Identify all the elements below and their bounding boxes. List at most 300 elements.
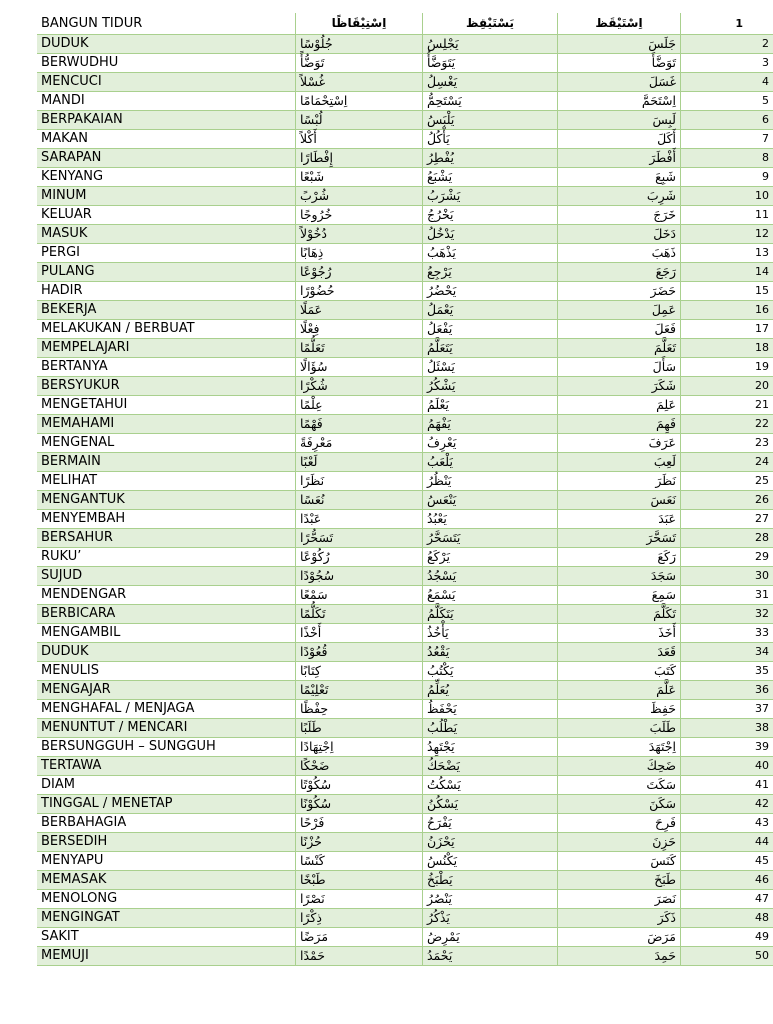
header-row	[37, 13, 773, 35]
cell-number: 27	[681, 510, 773, 529]
cell-mudhari: يَدْخُلُ	[423, 225, 558, 244]
cell-number: 5	[681, 92, 773, 111]
cell-indonesian: MELAKUKAN / BERBUAT	[37, 320, 296, 339]
cell-indonesian: KENYANG	[37, 168, 296, 187]
cell-indonesian: BERSEDIH	[37, 833, 296, 852]
cell-masdar: خُرُوجًا	[296, 206, 423, 225]
cell-masdar: جُلُوْسًا	[296, 35, 423, 54]
cell-indonesian: MENGINGAT	[37, 909, 296, 928]
cell-madhi: عَلَّمَ	[558, 681, 681, 700]
header-number: 1	[681, 13, 773, 35]
cell-masdar: اِجْتِهَادًا	[296, 738, 423, 757]
cell-number: 4	[681, 73, 773, 92]
cell-mudhari: يَذْكُرُ	[423, 909, 558, 928]
table-row	[37, 35, 773, 54]
cell-number: 2	[681, 35, 773, 54]
cell-indonesian: MENULIS	[37, 662, 296, 681]
cell-mudhari: يَكْتُبُ	[423, 662, 558, 681]
cell-madhi: شَرِبَ	[558, 187, 681, 206]
cell-mudhari: يَحْضُرُ	[423, 282, 558, 301]
cell-indonesian: BERSAHUR	[37, 529, 296, 548]
cell-indonesian: MELIHAT	[37, 472, 296, 491]
cell-indonesian: TERTAWA	[37, 757, 296, 776]
cell-mudhari: يَشْرَبُ	[423, 187, 558, 206]
cell-mudhari: يَسْكُتُ	[423, 776, 558, 795]
cell-number: 29	[681, 548, 773, 567]
cell-masdar: نَظَرًا	[296, 472, 423, 491]
cell-indonesian: BERPAKAIAN	[37, 111, 296, 130]
cell-indonesian: MENYEMBAH	[37, 510, 296, 529]
table-row	[37, 757, 773, 776]
cell-number: 26	[681, 491, 773, 510]
cell-indonesian: PULANG	[37, 263, 296, 282]
table-row	[37, 206, 773, 225]
cell-indonesian: BERWUDHU	[37, 54, 296, 73]
cell-masdar: فَهْمًا	[296, 415, 423, 434]
table-row	[37, 681, 773, 700]
cell-mudhari: يَذْهَبُ	[423, 244, 558, 263]
table-row	[37, 662, 773, 681]
cell-indonesian: MENDENGAR	[37, 586, 296, 605]
cell-masdar: عَمَلًا	[296, 301, 423, 320]
cell-madhi: شَبِعَ	[558, 168, 681, 187]
cell-mudhari: يَفْهَمُ	[423, 415, 558, 434]
cell-number: 16	[681, 301, 773, 320]
cell-number: 6	[681, 111, 773, 130]
cell-masdar: عِلْمًا	[296, 396, 423, 415]
cell-indonesian: KELUAR	[37, 206, 296, 225]
cell-indonesian: MENGENAL	[37, 434, 296, 453]
cell-number: 21	[681, 396, 773, 415]
cell-madhi: عَلِمَ	[558, 396, 681, 415]
cell-masdar: تَوَضُّأً	[296, 54, 423, 73]
table-row	[37, 776, 773, 795]
cell-mudhari: يُعَلِّمُ	[423, 681, 558, 700]
cell-madhi: كَنَسَ	[558, 852, 681, 871]
cell-indonesian: BERBICARA	[37, 605, 296, 624]
cell-masdar: غُسْلاً	[296, 73, 423, 92]
cell-number: 13	[681, 244, 773, 263]
cell-mudhari: يَسْمَعُ	[423, 586, 558, 605]
table-row	[37, 795, 773, 814]
cell-number: 28	[681, 529, 773, 548]
cell-madhi: أَخَذَ	[558, 624, 681, 643]
table-row	[37, 814, 773, 833]
cell-madhi: عَرَفَ	[558, 434, 681, 453]
table-row	[37, 54, 773, 73]
cell-madhi: خَرَجَ	[558, 206, 681, 225]
cell-number: 37	[681, 700, 773, 719]
table-row	[37, 700, 773, 719]
cell-madhi: ذَهَبَ	[558, 244, 681, 263]
cell-number: 41	[681, 776, 773, 795]
table-row	[37, 73, 773, 92]
cell-number: 31	[681, 586, 773, 605]
cell-indonesian: MENGETAHUI	[37, 396, 296, 415]
cell-masdar: قُعُوْدًا	[296, 643, 423, 662]
cell-number: 7	[681, 130, 773, 149]
cell-indonesian: MENYAPU	[37, 852, 296, 871]
table-row	[37, 396, 773, 415]
cell-indonesian: MEMASAK	[37, 871, 296, 890]
table-row	[37, 833, 773, 852]
table-row	[37, 377, 773, 396]
cell-mudhari: يَطْلُبُ	[423, 719, 558, 738]
cell-mudhari: يَقْعُدُ	[423, 643, 558, 662]
cell-masdar: فَرْحًا	[296, 814, 423, 833]
cell-madhi: لَبِسَ	[558, 111, 681, 130]
cell-indonesian: MENGAJAR	[37, 681, 296, 700]
cell-mudhari: يَنْظُرُ	[423, 472, 558, 491]
cell-mudhari: يَعْرِفُ	[423, 434, 558, 453]
cell-number: 30	[681, 567, 773, 586]
cell-mudhari: يَتَوَضَّأُ	[423, 54, 558, 73]
cell-mudhari: يَلْبَسُ	[423, 111, 558, 130]
cell-mudhari: يَتَسَحَّرُ	[423, 529, 558, 548]
table-row	[37, 453, 773, 472]
table-row	[37, 415, 773, 434]
cell-number: 11	[681, 206, 773, 225]
cell-indonesian: MEMPELAJARI	[37, 339, 296, 358]
cell-indonesian: MAKAN	[37, 130, 296, 149]
cell-madhi: غَسَلَ	[558, 73, 681, 92]
cell-mudhari: يَحْزَنُ	[423, 833, 558, 852]
table-row	[37, 263, 773, 282]
cell-masdar: ذِهَابًا	[296, 244, 423, 263]
cell-madhi: حَزِنَ	[558, 833, 681, 852]
header-indonesian: BANGUN TIDUR	[37, 13, 296, 35]
cell-number: 50	[681, 947, 773, 966]
cell-madhi: أَكَلَ	[558, 130, 681, 149]
table-row	[37, 852, 773, 871]
table-row	[37, 947, 773, 966]
cell-mudhari: يَحْمَدُ	[423, 947, 558, 966]
cell-mudhari: يُفْطِرُ	[423, 149, 558, 168]
cell-mudhari: يَرْجِعُ	[423, 263, 558, 282]
cell-masdar: لُبْسًا	[296, 111, 423, 130]
cell-madhi: اِجْتَهَدَ	[558, 738, 681, 757]
cell-madhi: حَمِدَ	[558, 947, 681, 966]
cell-mudhari: يَسْتَحِمُّ	[423, 92, 558, 111]
vocabulary-table	[37, 13, 773, 966]
cell-madhi: أَفْطَرَ	[558, 149, 681, 168]
cell-indonesian: DUDUK	[37, 35, 296, 54]
cell-number: 14	[681, 263, 773, 282]
cell-mudhari: يَعْبُدُ	[423, 510, 558, 529]
cell-indonesian: MEMAHAMI	[37, 415, 296, 434]
cell-number: 38	[681, 719, 773, 738]
table-row	[37, 586, 773, 605]
cell-mudhari: يَنْعَسُ	[423, 491, 558, 510]
cell-indonesian: MENOLONG	[37, 890, 296, 909]
table-row	[37, 111, 773, 130]
cell-masdar: فِعْلًا	[296, 320, 423, 339]
cell-mudhari: يَسْئَلُ	[423, 358, 558, 377]
table-row	[37, 643, 773, 662]
table-row	[37, 225, 773, 244]
cell-mudhari: يَسْكُنُ	[423, 795, 558, 814]
cell-mudhari: يَشْكُرُ	[423, 377, 558, 396]
cell-number: 25	[681, 472, 773, 491]
cell-mudhari: يَحْفَظُ	[423, 700, 558, 719]
cell-madhi: ضَحِكَ	[558, 757, 681, 776]
table-row	[37, 624, 773, 643]
cell-madhi: جَلَسَ	[558, 35, 681, 54]
table-row	[37, 871, 773, 890]
cell-number: 33	[681, 624, 773, 643]
table-row	[37, 472, 773, 491]
cell-madhi: طَلَبَ	[558, 719, 681, 738]
cell-mudhari: يَضْحَكُ	[423, 757, 558, 776]
cell-number: 40	[681, 757, 773, 776]
cell-madhi: فَعَلَ	[558, 320, 681, 339]
table-row	[37, 168, 773, 187]
table-row	[37, 738, 773, 757]
cell-number: 18	[681, 339, 773, 358]
cell-madhi: تَعَلَّمَ	[558, 339, 681, 358]
table-row	[37, 567, 773, 586]
cell-number: 12	[681, 225, 773, 244]
cell-indonesian: BEKERJA	[37, 301, 296, 320]
cell-masdar: سَمْعًا	[296, 586, 423, 605]
cell-indonesian: BERMAIN	[37, 453, 296, 472]
cell-indonesian: HADIR	[37, 282, 296, 301]
cell-number: 22	[681, 415, 773, 434]
cell-mudhari: يَشْبَعُ	[423, 168, 558, 187]
cell-number: 17	[681, 320, 773, 339]
cell-number: 35	[681, 662, 773, 681]
cell-masdar: تَعَلُّمًا	[296, 339, 423, 358]
cell-masdar: رُجُوْعًا	[296, 263, 423, 282]
cell-mudhari: يَرْكَعُ	[423, 548, 558, 567]
cell-number: 8	[681, 149, 773, 168]
cell-number: 10	[681, 187, 773, 206]
cell-number: 36	[681, 681, 773, 700]
table-row	[37, 548, 773, 567]
cell-mudhari: يَجْلِسُ	[423, 35, 558, 54]
cell-masdar: أَخْذًا	[296, 624, 423, 643]
cell-madhi: نَصَرَ	[558, 890, 681, 909]
cell-masdar: ضَحْكًا	[296, 757, 423, 776]
cell-number: 19	[681, 358, 773, 377]
cell-mudhari: يَأْخُذُ	[423, 624, 558, 643]
cell-number: 43	[681, 814, 773, 833]
cell-number: 15	[681, 282, 773, 301]
table-row	[37, 339, 773, 358]
cell-mudhari: يَمْرِضُ	[423, 928, 558, 947]
cell-number: 24	[681, 453, 773, 472]
cell-indonesian: BERBAHAGIA	[37, 814, 296, 833]
vocabulary-table-body	[37, 13, 773, 966]
cell-mudhari: يَكْنُسُ	[423, 852, 558, 871]
cell-madhi: سَمِعَ	[558, 586, 681, 605]
table-row	[37, 909, 773, 928]
cell-madhi: رَجَعَ	[558, 263, 681, 282]
cell-indonesian: SARAPAN	[37, 149, 296, 168]
cell-indonesian: MINUM	[37, 187, 296, 206]
cell-masdar: تَسَحُّرًا	[296, 529, 423, 548]
cell-indonesian: DUDUK	[37, 643, 296, 662]
cell-number: 3	[681, 54, 773, 73]
cell-mudhari: يَفْعَلُ	[423, 320, 558, 339]
cell-madhi: مَرَضَ	[558, 928, 681, 947]
cell-masdar: سُكُوْتًا	[296, 776, 423, 795]
cell-madhi: كَتَبَ	[558, 662, 681, 681]
cell-masdar: شَبْعًا	[296, 168, 423, 187]
table-row	[37, 491, 773, 510]
table-row	[37, 890, 773, 909]
cell-indonesian: MANDI	[37, 92, 296, 111]
cell-number: 34	[681, 643, 773, 662]
cell-indonesian: BERSYUKUR	[37, 377, 296, 396]
cell-madhi: تَكَلَّمَ	[558, 605, 681, 624]
cell-masdar: عَبْدًا	[296, 510, 423, 529]
cell-mudhari: يَعْلَمُ	[423, 396, 558, 415]
cell-indonesian: BERSUNGGUH – SUNGGUH	[37, 738, 296, 757]
cell-mudhari: يَلْعَبُ	[423, 453, 558, 472]
cell-number: 44	[681, 833, 773, 852]
cell-mudhari: يَأْكُلُ	[423, 130, 558, 149]
table-row	[37, 320, 773, 339]
cell-mudhari: يَسْجُدُ	[423, 567, 558, 586]
cell-indonesian: MEMUJI	[37, 947, 296, 966]
table-row	[37, 92, 773, 111]
header-masdar: اِسْتِيْقَاظًا	[296, 13, 423, 35]
header-mudhari: يَسْتَيْقِظ	[423, 13, 558, 35]
cell-madhi: سَكَتَ	[558, 776, 681, 795]
table-row	[37, 130, 773, 149]
cell-indonesian: DIAM	[37, 776, 296, 795]
cell-madhi: عَمِلَ	[558, 301, 681, 320]
cell-number: 20	[681, 377, 773, 396]
cell-number: 39	[681, 738, 773, 757]
cell-madhi: حَفِظَ	[558, 700, 681, 719]
cell-number: 46	[681, 871, 773, 890]
cell-masdar: سُجُوْدًا	[296, 567, 423, 586]
table-row	[37, 605, 773, 624]
cell-indonesian: MENGAMBIL	[37, 624, 296, 643]
cell-number: 45	[681, 852, 773, 871]
cell-masdar: حَمْدًا	[296, 947, 423, 966]
cell-madhi: دَخَلَ	[558, 225, 681, 244]
cell-masdar: سُكُوْنًا	[296, 795, 423, 814]
cell-number: 9	[681, 168, 773, 187]
cell-mudhari: يَتَعَلَّمُ	[423, 339, 558, 358]
cell-masdar: سُؤَالًا	[296, 358, 423, 377]
cell-madhi: تَوَضَّأَ	[558, 54, 681, 73]
cell-masdar: طَلَبًا	[296, 719, 423, 738]
cell-masdar: حِفْظًا	[296, 700, 423, 719]
cell-masdar: كَنْسًا	[296, 852, 423, 871]
cell-masdar: أَكْلاً	[296, 130, 423, 149]
cell-madhi: اِسْتَحَمَّ	[558, 92, 681, 111]
cell-madhi: تَسَحَّرَ	[558, 529, 681, 548]
cell-masdar: اِسْتِحْمَامًا	[296, 92, 423, 111]
cell-masdar: حُضُوْرًا	[296, 282, 423, 301]
cell-masdar: كِتَابًا	[296, 662, 423, 681]
cell-masdar: رُكُوْعًا	[296, 548, 423, 567]
cell-mudhari: يَفْرَحُ	[423, 814, 558, 833]
cell-indonesian: MENUNTUT / MENCARI	[37, 719, 296, 738]
cell-madhi: حَضَرَ	[558, 282, 681, 301]
cell-indonesian: MENGHAFAL / MENJAGA	[37, 700, 296, 719]
cell-masdar: نُعَسًا	[296, 491, 423, 510]
cell-madhi: طَبَخَ	[558, 871, 681, 890]
cell-mudhari: يَخْرُجُ	[423, 206, 558, 225]
cell-madhi: قَعَدَ	[558, 643, 681, 662]
cell-masdar: شُرْبً	[296, 187, 423, 206]
cell-indonesian: SAKIT	[37, 928, 296, 947]
cell-mudhari: يَغْسِلُ	[423, 73, 558, 92]
cell-mudhari: يَنْصُرُ	[423, 890, 558, 909]
table-row	[37, 358, 773, 377]
cell-number: 32	[681, 605, 773, 624]
cell-masdar: مَعْرِفَةً	[296, 434, 423, 453]
cell-number: 23	[681, 434, 773, 453]
cell-masdar: إِفْطَارًا	[296, 149, 423, 168]
cell-madhi: سَأَلَ	[558, 358, 681, 377]
table-row	[37, 434, 773, 453]
cell-madhi: عَبَدَ	[558, 510, 681, 529]
cell-indonesian: RUKU’	[37, 548, 296, 567]
cell-masdar: لَعْبًا	[296, 453, 423, 472]
cell-number: 49	[681, 928, 773, 947]
cell-masdar: طَبْخًا	[296, 871, 423, 890]
cell-masdar: دُخُوْلاً	[296, 225, 423, 244]
table-row	[37, 510, 773, 529]
cell-mudhari: يَعْمَلُ	[423, 301, 558, 320]
cell-mudhari: يَطْبَخُ	[423, 871, 558, 890]
cell-indonesian: PERGI	[37, 244, 296, 263]
cell-madhi: رَكَعَ	[558, 548, 681, 567]
cell-indonesian: SUJUD	[37, 567, 296, 586]
cell-madhi: ذَكَرَ	[558, 909, 681, 928]
cell-madhi: لَعِبَ	[558, 453, 681, 472]
cell-number: 42	[681, 795, 773, 814]
cell-madhi: نَظَرَ	[558, 472, 681, 491]
cell-masdar: نَصْرًا	[296, 890, 423, 909]
table-row	[37, 149, 773, 168]
cell-indonesian: MASUK	[37, 225, 296, 244]
cell-number: 48	[681, 909, 773, 928]
cell-mudhari: يَجْتَهِدُ	[423, 738, 558, 757]
table-row	[37, 719, 773, 738]
header-madhi: اِسْتَيْقَظ	[558, 13, 681, 35]
cell-masdar: شُكْرًا	[296, 377, 423, 396]
cell-madhi: سَكَنَ	[558, 795, 681, 814]
cell-madhi: فَرِحَ	[558, 814, 681, 833]
table-row	[37, 244, 773, 263]
cell-masdar: حُزْنًا	[296, 833, 423, 852]
cell-indonesian: MENGANTUK	[37, 491, 296, 510]
cell-masdar: ذِكْرًا	[296, 909, 423, 928]
cell-madhi: شَكَرَ	[558, 377, 681, 396]
table-row	[37, 187, 773, 206]
cell-madhi: نَعَسَ	[558, 491, 681, 510]
cell-mudhari: يَتَكَلَّمُ	[423, 605, 558, 624]
cell-masdar: تَعْلِيْمًا	[296, 681, 423, 700]
table-row	[37, 928, 773, 947]
table-row	[37, 282, 773, 301]
cell-indonesian: MENCUCI	[37, 73, 296, 92]
table-row	[37, 301, 773, 320]
cell-masdar: مَرَضًا	[296, 928, 423, 947]
cell-indonesian: TINGGAL / MENETAP	[37, 795, 296, 814]
cell-number: 47	[681, 890, 773, 909]
cell-indonesian: BERTANYA	[37, 358, 296, 377]
cell-madhi: سَجَدَ	[558, 567, 681, 586]
cell-masdar: تَكَلُّمًا	[296, 605, 423, 624]
